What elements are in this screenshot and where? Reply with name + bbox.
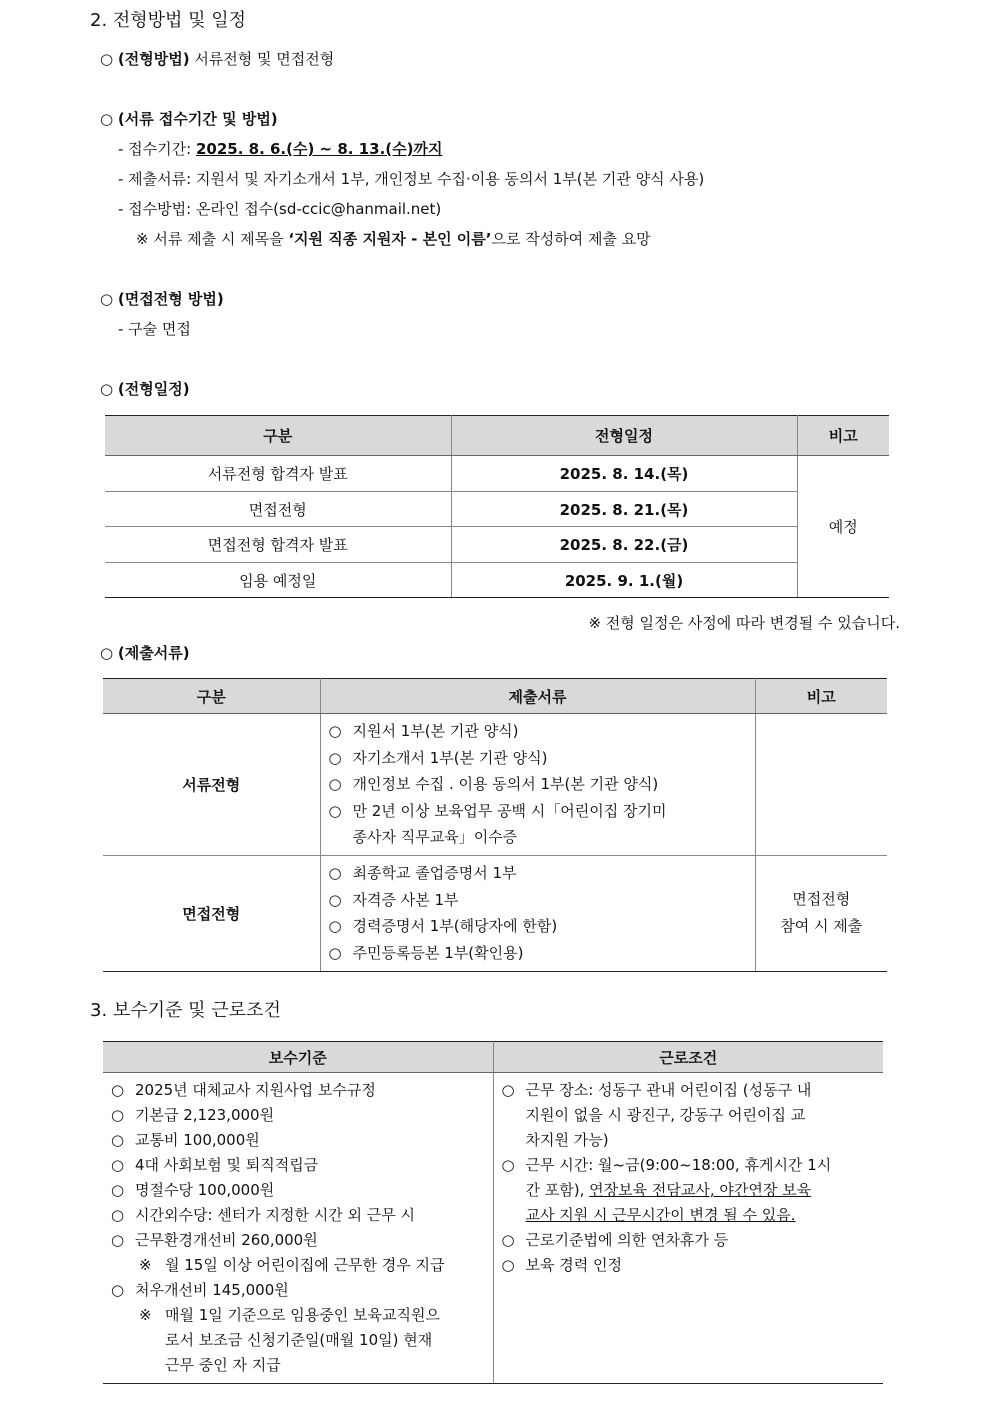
list-item: 자기소개서 1부(본 기관 양식) xyxy=(352,748,548,767)
documents-table xyxy=(103,678,887,972)
method-label: (전형방법) xyxy=(117,50,190,68)
circle-bullet-icon: ○ xyxy=(501,1156,515,1174)
doc-stage-remark xyxy=(755,714,887,856)
circle-bullet-icon: ○ xyxy=(111,1231,125,1249)
interview-heading xyxy=(100,288,224,309)
period-line xyxy=(118,138,442,159)
circle-bullet-icon: ○ xyxy=(100,644,114,662)
interview-stage-items xyxy=(320,855,755,971)
list-item: 2025년 대체교사 지원사업 보수규정 xyxy=(135,1081,376,1099)
circle-bullet-icon: ○ xyxy=(501,1256,515,1274)
circle-bullet-icon: ○ xyxy=(111,1156,125,1174)
circle-bullet-icon: ○ xyxy=(501,1231,515,1249)
schedule-date: 2025. 8. 21.(목) xyxy=(451,492,797,527)
remark-line: 면접전형 xyxy=(792,890,851,908)
documents-label: (제출서류) xyxy=(117,644,190,662)
interview-text: - 구술 면접 xyxy=(118,320,191,338)
period-value: 2025. 8. 6.(수) ~ 8. 13.(수)까지 xyxy=(195,140,443,158)
schedule-header-date: 전형일정 xyxy=(451,416,797,456)
section2-heading: 2. 전형방법 및 일정 xyxy=(90,10,247,31)
circle-bullet-icon: ○ xyxy=(328,890,342,909)
pay-work-table xyxy=(103,1041,883,1384)
circle-bullet-icon: ○ xyxy=(328,748,342,767)
schedule-table xyxy=(105,415,889,598)
circle-bullet-icon: ○ xyxy=(100,50,114,68)
list-item-continued xyxy=(502,1178,876,1203)
circle-bullet-icon: ○ xyxy=(111,1081,125,1099)
schedule-remark: 예정 xyxy=(797,456,889,598)
note-bold: ‘지원 직종 지원자 - 본인 이름’ xyxy=(288,230,492,248)
method-text: 서류전형 및 면접전형 xyxy=(189,50,335,68)
docs-period-heading xyxy=(100,108,278,129)
list-item: 근무환경개선비 260,000원 xyxy=(135,1231,318,1249)
schedule-header-remark: 비고 xyxy=(797,416,889,456)
time-plain: 간 포함), xyxy=(525,1181,590,1199)
list-item: 4대 사회보험 및 퇴직적립금 xyxy=(135,1156,319,1174)
circle-bullet-icon: ○ xyxy=(100,290,114,308)
documents-header-remark: 비고 xyxy=(755,679,887,714)
circle-bullet-icon: ○ xyxy=(328,864,342,882)
doc-stage-items xyxy=(320,714,755,856)
table-row xyxy=(105,563,889,598)
pay-note: 월 15일 이상 어린이집에 근무한 경우 지급 xyxy=(165,1256,445,1274)
circle-bullet-icon: ○ xyxy=(328,943,342,962)
schedule-footnote: ※ 전형 일정은 사정에 따라 변경될 수 있습니다. xyxy=(588,614,900,632)
list-item: 시간외수당: 센터가 지정한 시간 외 근무 시 xyxy=(135,1206,415,1224)
pay-note: 매월 1일 기준으로 임용중인 보육교직원으 xyxy=(165,1306,440,1324)
schedule-item: 임용 예정일 xyxy=(105,563,451,598)
list-item: 근로기준법에 의한 연차휴가 등 xyxy=(525,1231,729,1249)
circle-bullet-icon: ○ xyxy=(111,1106,125,1124)
doc-stage-name: 서류전형 xyxy=(103,714,320,856)
list-item: 근무 시간: 월~금(9:00~18:00, 휴게시간 1시 xyxy=(525,1156,832,1174)
list-item-continued: 종사자 직무교육」이수증 xyxy=(352,828,518,846)
table-row xyxy=(103,714,887,856)
list-item: 자격증 사본 1부 xyxy=(352,890,459,909)
circle-bullet-icon: ○ xyxy=(501,1081,515,1099)
circle-bullet-icon: ○ xyxy=(111,1206,125,1224)
list-item: 주민등록등본 1부(확인용) xyxy=(352,943,524,962)
circle-bullet-icon: ○ xyxy=(111,1131,125,1149)
submit-docs-line: - 제출서류: 지원서 및 자기소개서 1부, 개인정보 수집·이용 동의서 1부(본 기관 양식 사용) xyxy=(118,170,705,188)
circle-bullet-icon: ○ xyxy=(100,110,114,128)
circle-bullet-icon: ○ xyxy=(328,722,342,740)
circle-bullet-icon: ○ xyxy=(111,1181,125,1199)
schedule-header-category: 구분 xyxy=(105,416,451,456)
note-mark-icon: ※ xyxy=(139,1256,152,1274)
interview-stage-name: 면접전형 xyxy=(103,855,320,971)
note-post: 으로 작성하여 제출 요망 xyxy=(491,230,651,248)
documents-header-category: 구분 xyxy=(103,679,320,714)
note-pre: ※ 서류 제출 시 제목을 xyxy=(136,230,289,248)
schedule-heading xyxy=(100,378,190,399)
submit-note xyxy=(136,228,651,249)
table-row xyxy=(103,855,887,971)
list-item: 명절수당 100,000원 xyxy=(135,1181,275,1199)
time-underlined: 교사 지원 시 근무시간이 변경 될 수 있음. xyxy=(525,1206,796,1224)
circle-bullet-icon: ○ xyxy=(100,380,114,398)
circle-bullet-icon: ○ xyxy=(111,1281,125,1299)
time-underlined: 연장보육 전담교사, 야간연장 보육 xyxy=(589,1181,812,1199)
table-row xyxy=(105,492,889,527)
pay-note-continued: 로서 보조금 신청기준일(매월 10일) 현재 xyxy=(165,1331,433,1349)
period-prefix: - 접수기간: xyxy=(118,140,196,158)
remark-line: 참여 시 제출 xyxy=(780,917,863,935)
work-cell xyxy=(493,1073,883,1384)
table-row xyxy=(105,527,889,563)
list-item: 기본급 2,123,000원 xyxy=(135,1106,275,1124)
schedule-item: 면접전형 xyxy=(105,492,451,527)
list-item-continued xyxy=(502,1203,876,1228)
schedule-item: 서류전형 합격자 발표 xyxy=(105,456,451,492)
note-mark-icon: ※ xyxy=(139,1306,152,1324)
pay-note-continued: 근무 중인 자 지급 xyxy=(165,1356,281,1374)
schedule-date: 2025. 9. 1.(월) xyxy=(451,563,797,598)
pay-cell xyxy=(103,1073,493,1384)
circle-bullet-icon: ○ xyxy=(328,917,342,935)
schedule-date: 2025. 8. 14.(목) xyxy=(451,456,797,492)
list-item: 최종학교 졸업증명서 1부 xyxy=(352,864,517,882)
interview-label: (면접전형 방법) xyxy=(117,290,224,308)
circle-bullet-icon: ○ xyxy=(328,801,342,820)
list-item: 만 2년 이상 보육업무 공백 시「어린이집 장기미 xyxy=(352,801,667,820)
submit-method-line: - 접수방법: 온라인 접수(sd-ccic@hanmail.net) xyxy=(118,200,442,218)
list-item: 지원서 1부(본 기관 양식) xyxy=(352,722,519,740)
list-item: 개인정보 수집 . 이용 동의서 1부(본 기관 양식) xyxy=(352,775,659,793)
documents-header-docs: 제출서류 xyxy=(320,679,755,714)
schedule-item: 면접전형 합격자 발표 xyxy=(105,527,451,563)
list-item: 경력증명서 1부(해당자에 한함) xyxy=(352,917,558,935)
list-item: 근무 장소: 성동구 관내 어린이집 (성동구 내 xyxy=(525,1081,812,1099)
list-item: 보육 경력 인정 xyxy=(525,1256,622,1274)
circle-bullet-icon: ○ xyxy=(328,775,342,793)
schedule-date: 2025. 8. 22.(금) xyxy=(451,527,797,563)
interview-stage-remark xyxy=(755,855,887,971)
method-line xyxy=(100,48,334,69)
documents-heading xyxy=(100,642,190,663)
schedule-label: (전형일정) xyxy=(117,380,190,398)
list-item-continued: 지원이 없을 시 광진구, 강동구 어린이집 교 xyxy=(525,1106,806,1124)
list-item: 교통비 100,000원 xyxy=(135,1131,260,1149)
docs-period-label: (서류 접수기간 및 방법) xyxy=(117,110,278,128)
list-item: 처우개선비 145,000원 xyxy=(135,1281,289,1299)
section3-heading: 3. 보수기준 및 근로조건 xyxy=(90,1000,281,1021)
table-row xyxy=(105,456,889,492)
table-row xyxy=(103,1073,883,1384)
work-header: 근로조건 xyxy=(493,1042,883,1073)
list-item-continued: 차지원 가능) xyxy=(525,1131,609,1149)
pay-header: 보수기준 xyxy=(103,1042,493,1073)
